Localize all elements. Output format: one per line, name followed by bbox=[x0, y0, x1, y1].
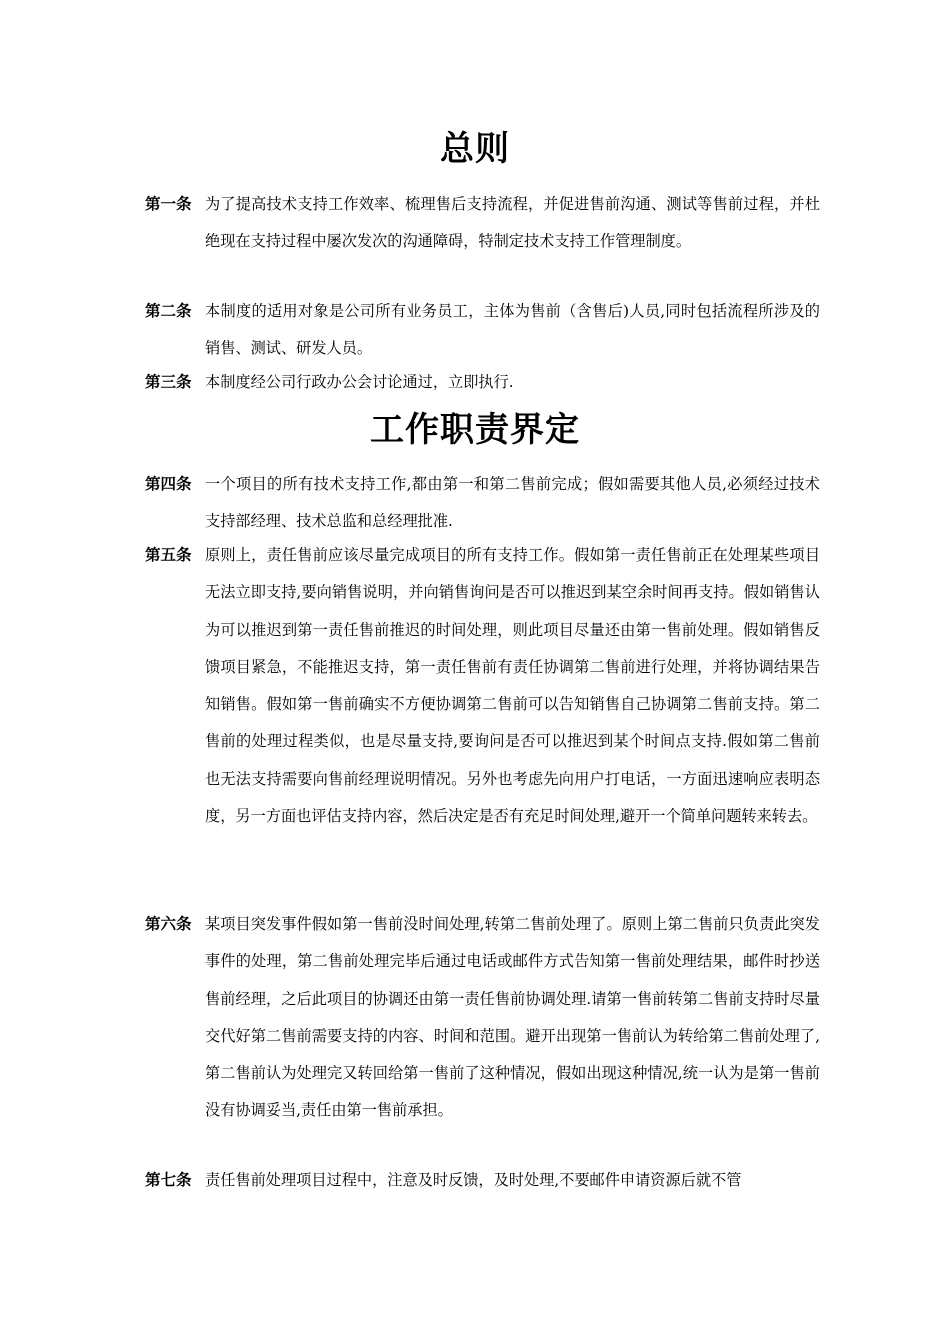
article-text: 责任售前处理项目过程中，注意及时反馈，及时处理,不要邮件申请资源后就不管 bbox=[205, 1171, 742, 1189]
section-heading-general: 总则 bbox=[440, 129, 510, 169]
article-1 bbox=[145, 186, 820, 261]
article-text: 一个项目的所有技术支持工作,都由第一和第二售前完成；假如需要其他人员,必须经过技术支持部经理、技术总监和总经理批准. bbox=[205, 475, 820, 531]
article-label: 第六条 bbox=[145, 915, 192, 933]
article-3 bbox=[145, 364, 820, 401]
article-4 bbox=[145, 466, 820, 541]
article-label: 第五条 bbox=[145, 546, 192, 564]
article-label: 第三条 bbox=[145, 373, 192, 391]
article-label: 第七条 bbox=[145, 1171, 192, 1189]
section-heading-responsibilities: 工作职责界定 bbox=[370, 410, 580, 450]
article-text: 某项目突发事件假如第一售前没时间处理,转第二售前处理了。原则上第二售前只负责此突发事件的处理，第二售前处理完毕后通过电话或邮件方式告知第一售前处理结果，邮件时抄送售前经理，之后此项目的协调还由第一责任售前协调处理.请第一售前转第二售前支持时尽量交代好第二售前需要支持的内容、时间和范围。避开出现第一售前认为转给第二售前处理了,第二售前认为处理完又转回给第一售前了这种情况，假如出现这种情况,统一认为是第一售前没有协调妥当,责任由第一售前承担。 bbox=[205, 915, 820, 1120]
article-label: 第一条 bbox=[145, 195, 192, 213]
article-text: 本制度经公司行政办公会讨论通过，立即执行. bbox=[205, 373, 514, 391]
article-text: 原则上，责任售前应该尽量完成项目的所有支持工作。假如第一责任售前正在处理某些项目无法立即支持,要向销售说明，并向销售询问是否可以推迟到某空余时间再支持。假如销售认为可以推迟到第一责任售前推迟的时间处理，则此项目尽量还由第一售前处理。假如销售反馈项目紧急，不能推迟支持，第一责任售前有责任协调第二售前进行处理，并将协调结果告知销售。假如第一售前确实不方便协调第二售前可以告知销售自己协调第二售前支持。第二售前的处理过程类似，也是尽量支持,要询问是否可以推迟到某个时间点支持.假如第二售前也无法支持需要向售前经理说明情况。另外也考虑先向用户打电话，一方面迅速响应表明态度，另一方面也评估支持内容，然后决定是否有充足时间处理,避开一个简单问题转来转去。 bbox=[205, 546, 820, 826]
article-5 bbox=[145, 537, 820, 835]
article-text: 为了提高技术支持工作效率、梳理售后支持流程，并促进售前沟通、测试等售前过程，并杜绝现在支持过程中屡次发次的沟通障碍，特制定技术支持工作管理制度。 bbox=[205, 195, 820, 251]
article-text: 本制度的适用对象是公司所有业务员工，主体为售前（含售后)人员,同时包括流程所涉及的销售、测试、研发人员。 bbox=[205, 302, 820, 358]
article-label: 第四条 bbox=[145, 475, 192, 493]
article-6 bbox=[145, 906, 820, 1130]
article-7 bbox=[145, 1162, 820, 1199]
article-label: 第二条 bbox=[145, 302, 192, 320]
article-2 bbox=[145, 293, 820, 368]
